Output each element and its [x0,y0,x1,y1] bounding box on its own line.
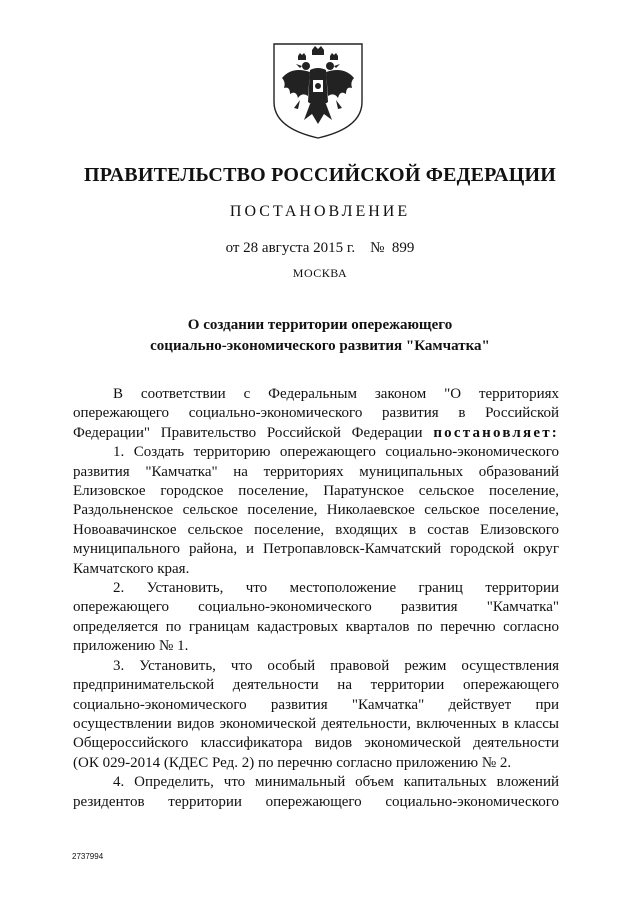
preamble-line: В соответствии с Федеральным законом "О территориях [113,386,559,402]
document-title [0,315,640,357]
coat-of-arms-emblem [270,40,366,142]
clause-line: предпринимательской деятельности на территории опережающего [73,677,559,694]
document-type: ПОСТАНОВЛЕНИЕ [229,203,411,220]
title-line: социально-экономического развития "Камчатка" [150,338,490,354]
clause-line: осуществлении видов экономической деятельности, включенных в классы [73,715,559,732]
preamble-line [73,424,559,443]
clause-line: Елизовское городское поселение, Паратунское сельское поселение, [73,483,559,500]
preamble-line: опережающего социально-экономического развития в Российской [73,405,559,422]
clause-line: социально-экономического развития "Камчатка" действует при [73,696,559,713]
clause-line: (ОК 029-2014 (КДЕС Ред. 2) по перечню согласно приложению № 2. [73,754,512,771]
preamble-text: Федерации" Правительство Российской Федерации [73,424,434,441]
clause-line: Общероссийского классификатора видов экономической деятельности [73,735,559,752]
clause-line: муниципального района, и Петропавловск-Камчатский городской округ [73,541,559,558]
clause-line: Новоавачинское сельское поселение, входящих в состав Елизовского [73,521,559,538]
clause-line: 1. Создать территорию опережающего социально-экономического [113,444,559,461]
clause-line: опережающего социально-экономического развития "Камчатка" [73,599,559,616]
government-heading: ПРАВИТЕЛЬСТВО РОССИЙСКОЙ ФЕДЕРАЦИИ [84,164,556,186]
document-body [73,385,559,812]
document-date: от 28 августа 2015 г. [225,240,356,256]
clause-line: Раздольненское сельское поселение, Николаевское сельское поселение, [73,502,559,519]
clause-line: приложению № 1. [73,638,189,655]
clause-line: резидентов территории опережающего социально-экономического [73,793,559,810]
document-code: 2737994 [72,852,104,861]
clause-line: развития "Камчатка" на территориях муниципальных образований [73,463,559,480]
clause-line: 3. Установить, что особый правовой режим осуществления [113,657,559,674]
clause-line: Камчатского края. [73,560,190,577]
clause-line: определяется по границам кадастровых кварталов по перечню согласно [73,618,559,635]
resolution-keyword: постановляет: [433,424,559,441]
title-line: О создании территории опережающего [187,317,453,333]
document-date-line [0,240,640,257]
clause-line: 4. Определить, что минимальный объем капитальных вложений [113,774,559,791]
double-headed-eagle-icon [270,40,366,142]
document-number: № 899 [370,240,415,256]
clause-line: 2. Установить, что местоположение границ территории [113,580,559,597]
document-city: МОСКВА [292,266,348,280]
